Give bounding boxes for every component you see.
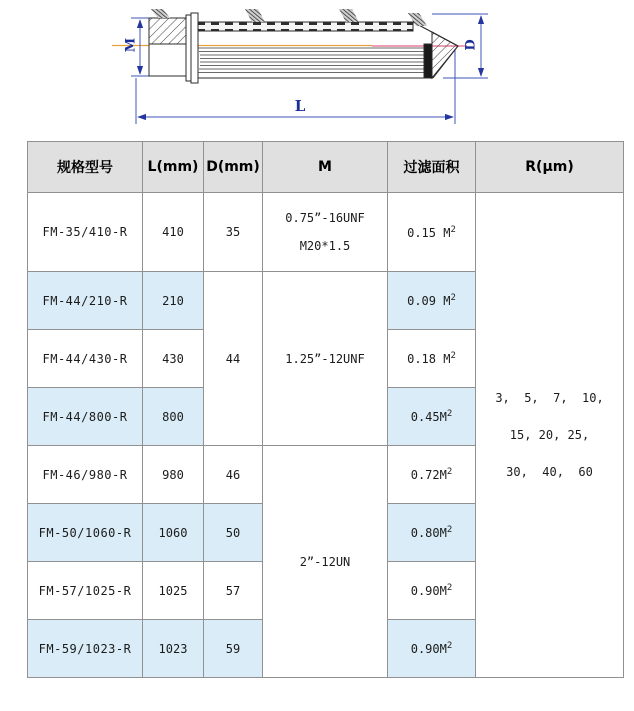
filter-element-drawing [0, 0, 634, 140]
length-cell: 410 [143, 193, 204, 272]
model-cell: FM-59/1023-R [28, 620, 143, 678]
length-cell: 1025 [143, 562, 204, 620]
diameter-cell: 57 [204, 562, 263, 620]
model-cell: FM-50/1060-R [28, 504, 143, 562]
micron-rating-cell [476, 193, 624, 678]
pleats [198, 48, 424, 73]
model-cell: FM-44/210-R [28, 272, 143, 330]
model-cell: FM-57/1025-R [28, 562, 143, 620]
table-row [28, 193, 624, 272]
header-micron-rating: R(μm) [476, 142, 624, 193]
diameter-cell: 35 [204, 193, 263, 272]
model-cell: FM-44/430-R [28, 330, 143, 388]
header-length: L(mm) [143, 142, 204, 193]
length-cell: 1023 [143, 620, 204, 678]
dim-label-d: D [463, 39, 479, 51]
length-cell: 430 [143, 330, 204, 388]
model-cell: FM-46/980-R [28, 446, 143, 504]
length-cell: 210 [143, 272, 204, 330]
header-diameter: D(mm) [204, 142, 263, 193]
dim-label-m: M [123, 37, 139, 53]
length-cell: 980 [143, 446, 204, 504]
model-cell: FM-35/410-R [28, 193, 143, 272]
cone-tip [432, 32, 458, 78]
header-thread: M [263, 142, 388, 193]
mesh-band [198, 22, 413, 31]
thread-cell [263, 193, 388, 272]
thread-cell: 1.25”-12UNF [263, 272, 388, 446]
diameter-cell: 59 [204, 620, 263, 678]
header-model: 规格型号 [28, 142, 143, 193]
length-cell: 800 [143, 388, 204, 446]
thread-cell: 2”-12UN [263, 446, 388, 678]
thread-line-1: 0.75”-16UNF [285, 211, 365, 225]
filter-area-cell: 0.15 $M^2$ [388, 193, 476, 272]
diameter-cell: 46 [204, 446, 263, 504]
diameter-cell: 50 [204, 504, 263, 562]
filter-area-cell: $0.90M^2$ [388, 620, 476, 678]
micron-line-1: 3, 5, 7, 10, [495, 390, 604, 405]
filter-area-cell: $0.72M^2$ [388, 446, 476, 504]
model-cell: FM-44/800-R [28, 388, 143, 446]
filter-area-cell: 0.18 $M^2$ [388, 330, 476, 388]
filter-area-cell: 0.09 $M^2$ [388, 272, 476, 330]
length-cell: 1060 [143, 504, 204, 562]
thread-line-2: M20*1.5 [299, 239, 351, 253]
diameter-cell: 44 [204, 272, 263, 446]
filter-area-cell: $0.90M^2$ [388, 562, 476, 620]
table-header-row [28, 142, 624, 193]
end-cap-bar [424, 44, 432, 78]
spec-table [27, 141, 624, 678]
dim-label-l: L [294, 97, 306, 115]
filter-area-cell: $0.80M^2$ [388, 504, 476, 562]
micron-line-2: 15, 20, 25, [509, 427, 590, 442]
filter-area-cell: $0.45M^2$ [388, 388, 476, 446]
header-filter-area: 过滤面积 [388, 142, 476, 193]
micron-line-3: 30, 40, 60 [506, 464, 593, 479]
